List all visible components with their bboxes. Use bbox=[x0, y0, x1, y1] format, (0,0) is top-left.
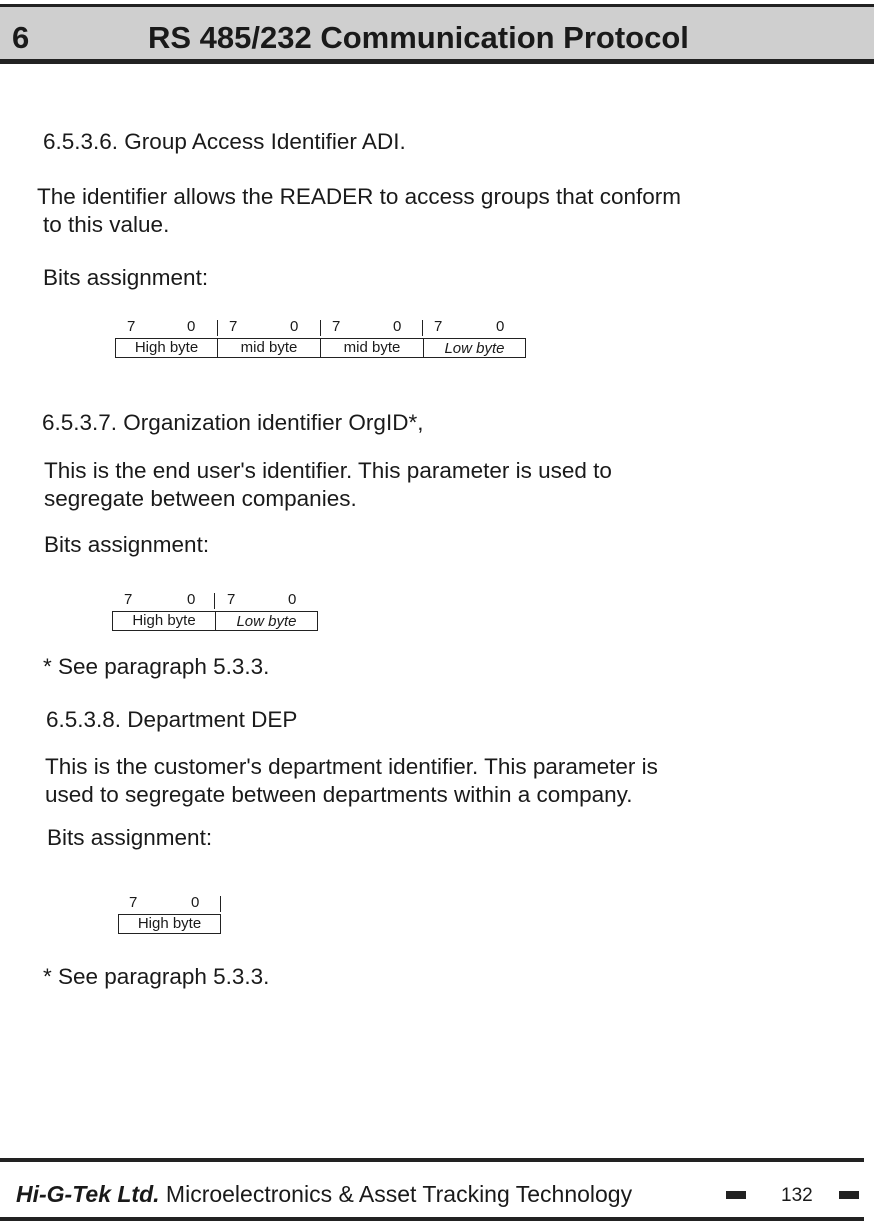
page-marker-right bbox=[839, 1191, 859, 1199]
bit-number: 0 bbox=[496, 318, 505, 335]
page-number: 132 bbox=[781, 1185, 813, 1206]
company-name: Hi-G-Tek Ltd. bbox=[16, 1181, 160, 1207]
byte-cell-mid: mid byte bbox=[321, 339, 424, 357]
byte-cell-high: High byte bbox=[113, 612, 216, 630]
bit-divider bbox=[214, 593, 215, 609]
section-body-orgid-line1: This is the end user's identifier. This parameter is used to bbox=[44, 458, 612, 483]
bits-table-orgid bbox=[112, 591, 318, 631]
bit-number: 7 bbox=[229, 318, 238, 335]
footer-rule-top bbox=[0, 1158, 864, 1162]
section-heading-orgid: 6.5.3.7. Organization identifier OrgID*, bbox=[42, 410, 424, 435]
bit-divider bbox=[217, 320, 218, 336]
bits-table-dep bbox=[118, 894, 221, 934]
chapter-number: 6 bbox=[12, 20, 30, 55]
bit-number: 0 bbox=[288, 591, 297, 608]
section-heading-adi: 6.5.3.6. Group Access Identifier ADI. bbox=[43, 129, 406, 154]
bits-label-dep: Bits assignment: bbox=[47, 825, 213, 850]
bits-table-adi bbox=[115, 318, 526, 358]
section-body-adi-line1: The identifier allows the READER to access groups that conform bbox=[37, 184, 682, 209]
section-body-orgid-line2: segregate between companies. bbox=[44, 486, 357, 511]
footer-rule-bottom bbox=[0, 1217, 864, 1221]
bit-number: 7 bbox=[124, 591, 133, 608]
bit-number: 7 bbox=[434, 318, 443, 335]
bit-number: 7 bbox=[129, 894, 138, 911]
section-body-dep-line2: used to segregate between departments within a company. bbox=[45, 782, 633, 807]
bits-label-adi: Bits assignment: bbox=[43, 265, 209, 290]
bit-divider bbox=[422, 320, 423, 336]
bit-number: 0 bbox=[290, 318, 299, 335]
chapter-title: RS 485/232 Communication Protocol bbox=[148, 20, 689, 55]
byte-cell-low: Low byte bbox=[444, 340, 505, 357]
bit-number: 0 bbox=[187, 318, 196, 335]
bit-divider bbox=[320, 320, 321, 336]
bit-number: 0 bbox=[393, 318, 402, 335]
byte-cell-high: High byte bbox=[137, 915, 202, 932]
page-marker-left bbox=[726, 1191, 746, 1199]
company-tagline: Microelectronics & Asset Tracking Technology bbox=[159, 1181, 633, 1207]
see-paragraph-note: * See paragraph 5.3.3. bbox=[43, 654, 270, 679]
see-paragraph-note: * See paragraph 5.3.3. bbox=[43, 964, 270, 989]
section-body-dep-line1: This is the customer's department identifier. This parameter is bbox=[45, 754, 658, 779]
section-heading-dep: 6.5.3.8. Department DEP bbox=[46, 707, 298, 732]
bit-number: 0 bbox=[187, 591, 196, 608]
bit-number: 0 bbox=[191, 894, 200, 911]
bit-number: 7 bbox=[127, 318, 136, 335]
page-footer bbox=[16, 1181, 632, 1208]
bits-label-orgid: Bits assignment: bbox=[44, 532, 210, 557]
bit-number: 7 bbox=[227, 591, 236, 608]
byte-cell-mid: mid byte bbox=[218, 339, 321, 357]
byte-cell-low: Low byte bbox=[236, 613, 297, 630]
byte-cell-high: High byte bbox=[116, 339, 218, 357]
bit-divider bbox=[220, 896, 221, 912]
page-header bbox=[0, 4, 874, 64]
bit-number: 7 bbox=[332, 318, 341, 335]
section-body-adi-line2: to this value. bbox=[43, 212, 170, 237]
